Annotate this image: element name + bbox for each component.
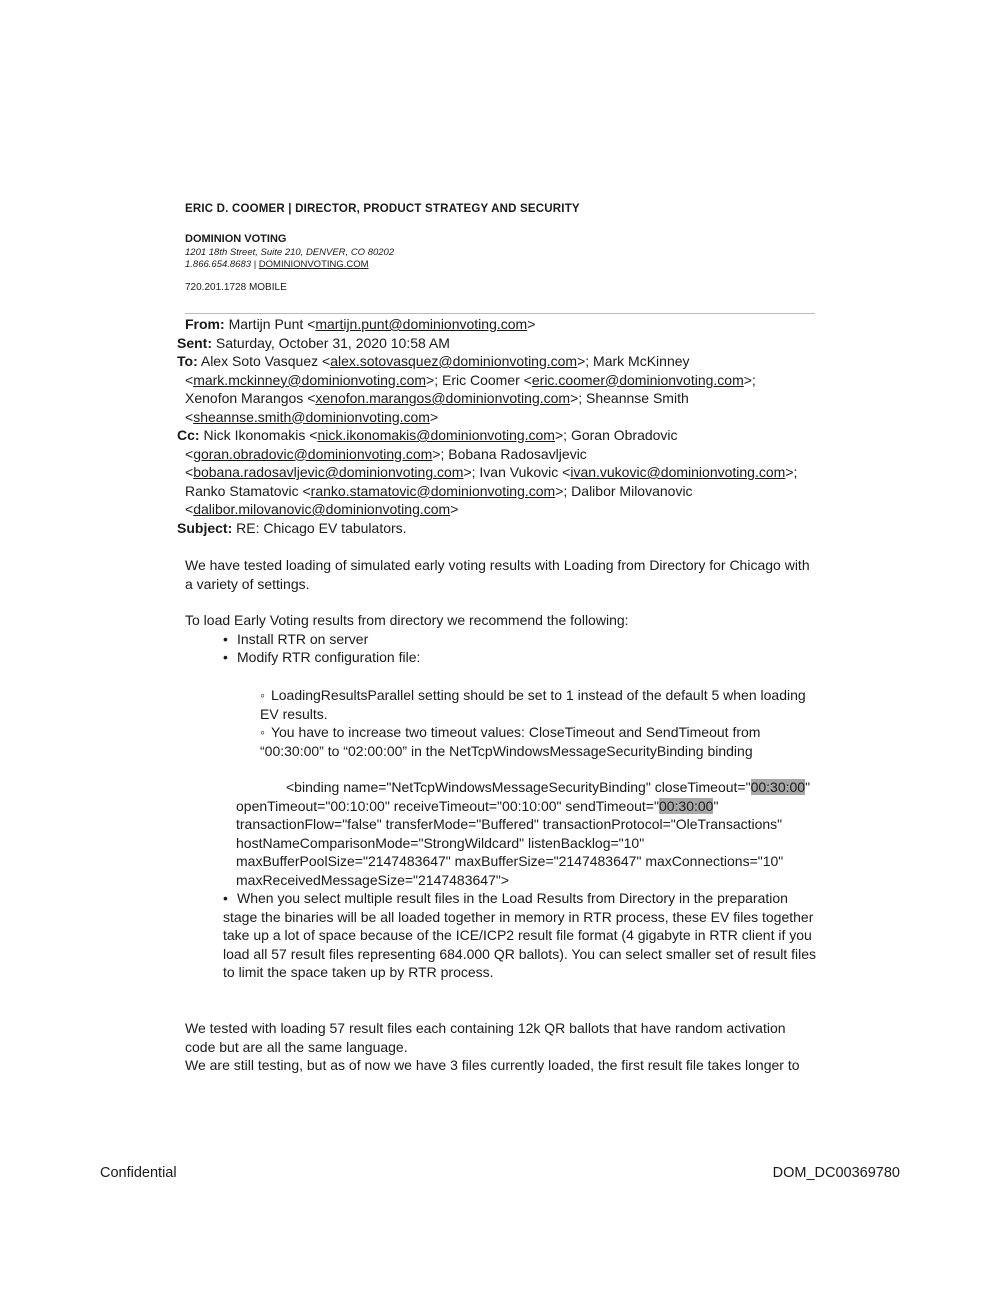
to-name: < [185,408,194,425]
highlighted-close-timeout: 00:30:00 [750,779,806,795]
sub-item-timeout-line-1: ◦ You have to increase two timeout values: CloseTimeout and SendTimeout from [260,723,760,742]
cc-email-link[interactable]: nick.ikonomakis@dominionvoting.com [317,427,555,443]
signature-phone: 1.866.654.8683 | [185,259,259,270]
cc-line-1 [177,426,678,445]
code-line-6: maxReceivedMessageSize="2147483647"> [236,871,510,888]
from-email-link[interactable]: martijn.punt@dominionvoting.com [315,316,528,332]
body-paragraph-3-line-1: We tested with loading 57 result files each containing 12k QR ballots that have random activation [185,1020,786,1036]
code-text: <binding name="NetTcpWindowsMessageSecurityBinding" closeTimeout=" [286,779,751,795]
code-text: " [805,779,811,795]
cc-name: Nick Ikonomakis < [203,427,318,443]
signature-website-link[interactable]: DOMINIONVOTING.COM [258,259,369,270]
bullet-multiple-files-line-5: to limit the space taken up by RTR process. [223,964,494,980]
cc-email-link[interactable]: dalibor.milovanovic@dominionvoting.com [193,501,451,517]
code-text: openTimeout="00:10:00" receiveTimeout="00:10:00" sendTimeout=" [236,797,659,814]
to-separator: >; [743,371,756,388]
body-paragraph-1-line-2: a variety of settings. [185,575,310,592]
subject-value: RE: Chicago EV tabulators. [236,519,407,536]
to-label: To: [177,353,198,369]
bullet-multiple-files-line-1: • When you select multiple result files in the Load Results from Directory in the preparation [237,889,788,908]
to-line-2 [185,371,756,390]
cc-name: < [185,445,194,462]
from-name: Martijn Punt < [228,316,316,332]
to-separator: >; Eric Coomer < [426,371,532,388]
cc-line-4 [185,482,693,501]
bullet-multiple-files-line-2: stage the binaries will be all loaded together in memory in RTR process, these EV files together [223,908,814,925]
from-line: From: Martijn Punt <martijn.punt@dominionvoting.com> [185,316,536,332]
signature-address: 1201 18th Street, Suite 210, DENVER, CO 80202 [185,247,395,258]
to-email-link[interactable]: xenofon.marangos@dominionvoting.com [315,390,571,406]
cc-label: Cc: [177,427,200,443]
bullet-multiple-files-line-4: load all 57 result files representing 684.000 QR ballots). You can select smaller set of result files [223,945,816,962]
to-name: < [185,371,194,388]
cc-separator: >; Bobana Radosavljevic [432,445,587,462]
cc-name: Ranko Stamatovic < [185,482,311,499]
body-paragraph-3-line-3: We are still testing, but as of now we have 3 files currently loaded, the first result file takes longer to [185,1057,800,1073]
cc-separator: >; Ivan Vukovic < [463,464,571,480]
to-line-3 [185,389,689,408]
to-email-link[interactable]: eric.coomer@dominionvoting.com [531,371,744,388]
cc-name: < [185,501,194,517]
to-email-link[interactable]: mark.mckinney@dominionvoting.com [193,371,427,388]
to-line-1 [177,352,690,371]
footer-confidential: Confidential [100,1165,177,1181]
cc-email-link[interactable]: goran.obradovic@dominionvoting.com [193,445,433,462]
to-line-4 [185,408,438,427]
sub-item-loading-parallel-line-2: EV results. [260,705,328,722]
sub-item-timeout-line-2: “00:30:00” to “02:00:00” in the NetTcpWindowsMessageSecurityBinding binding [260,742,753,759]
code-line-4: hostNameComparisonMode="StrongWildcard" listenBacklog="10" [236,834,645,851]
to-email-link[interactable]: sheannse.smith@dominionvoting.com [193,408,430,425]
cc-line-5 [185,500,458,519]
to-email-link[interactable]: alex.sotovasquez@dominionvoting.com [330,353,578,369]
highlighted-send-timeout: 00:30:00 [658,797,714,814]
cc-separator: > [450,501,459,517]
to-name: Alex Soto Vasquez < [200,353,331,369]
to-separator: >; Sheannse Smith [570,390,689,406]
subject-label: Subject: [177,519,233,536]
sub-item-loading-parallel-line-1: ◦ LoadingResultsParallel setting should be set to 1 instead of the default 5 when loading [260,686,806,705]
code-line-5: maxBufferPoolSize="2147483647" maxBufferSize="2147483647" maxConnections="10" [236,853,784,869]
code-text: " [713,797,719,814]
cc-email-link[interactable]: bobana.radosavljevic@dominionvoting.com [193,464,464,480]
signature-divider [185,313,815,314]
signature-mobile: 720.201.1728 MOBILE [185,282,287,293]
footer-bates-number: DOM_DC00369780 [772,1165,900,1181]
cc-name: < [185,464,194,480]
body-paragraph-1-line-1: We have tested loading of simulated early voting results with Loading from Directory for Chicago with [185,557,810,573]
cc-separator: >; Dalibor Milovanovic [555,482,693,499]
code-line-3: transactionFlow="false" transferMode="Buffered" transactionProtocol="OleTransactions" [236,816,783,832]
code-line-2 [236,797,718,816]
sent-line [177,334,450,353]
cc-email-link[interactable]: ivan.vukovic@dominionvoting.com [570,464,786,480]
cc-separator: >; Goran Obradovic [554,427,678,443]
cc-line-3 [185,463,797,482]
bullet-install-rtr: • Install RTR on server [237,630,368,649]
cc-separator: >; [785,464,798,480]
subject-line [177,519,407,538]
signature-phone-line [185,259,369,270]
from-label: From: [185,316,225,332]
bullet-modify-config: • Modify RTR configuration file: [237,648,420,667]
body-paragraph-2: To load Early Voting results from directory we recommend the following: [185,612,629,628]
sent-value: Saturday, October 31, 2020 10:58 AM [215,334,450,351]
cc-email-link[interactable]: ranko.stamatovic@dominionvoting.com [310,482,556,499]
to-separator: > [429,408,439,425]
to-name: Xenofon Marangos < [185,390,316,406]
to-separator: >; Mark McKinney [577,353,690,369]
sent-label: Sent: [177,334,212,351]
signature-company: DOMINION VOTING [185,233,287,245]
signature-name-title: ERIC D. COOMER | DIRECTOR, PRODUCT STRATEGY AND SECURITY [185,203,580,215]
cc-line-2 [185,445,587,464]
body-paragraph-3-line-2: code but are all the same language. [185,1038,408,1055]
bullet-multiple-files-line-3: take up a lot of space because of the ICE/ICP2 result file format (4 gigabyte in RTR client if you [223,927,812,943]
code-line-1 [286,778,810,797]
